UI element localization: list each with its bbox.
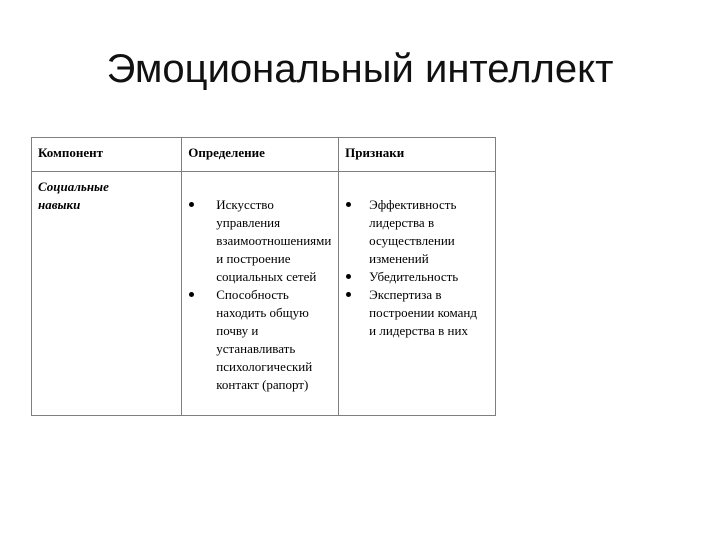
header-component: Компонент (32, 138, 182, 172)
sign-item-text: Убедительность (369, 269, 459, 284)
slide-title: Эмоциональный интеллект (106, 47, 614, 91)
signs-cell (339, 172, 496, 416)
definition-list (182, 172, 338, 394)
header-definition: Определение (182, 138, 339, 172)
definition-item-text: Способность находить общую почву и устанавливать психологический контакт (рапорт) (216, 287, 313, 392)
list-item (369, 268, 481, 286)
definition-item-text: Искусство управления взаимоотношениями и построение социальных сетей (216, 197, 332, 284)
bullet-icon (346, 202, 351, 207)
component-name: Социальные навыки (38, 179, 109, 212)
table-header-row (32, 138, 496, 172)
list-item (369, 286, 477, 340)
component-cell (32, 172, 182, 416)
bullet-icon (189, 202, 194, 207)
signs-list (339, 172, 495, 340)
bullet-icon (346, 274, 351, 279)
table-row (32, 172, 496, 416)
sign-item-text: Эффективность лидерства в осуществлении изменений (369, 197, 457, 266)
definition-cell (182, 172, 339, 416)
header-signs: Признаки (339, 138, 496, 172)
list-item (369, 196, 477, 268)
bullet-icon (346, 292, 351, 297)
list-item (216, 196, 332, 286)
bullet-icon (189, 292, 194, 297)
emotional-intelligence-table (31, 137, 496, 416)
sign-item-text: Экспертиза в построении команд и лидерства в них (369, 287, 477, 338)
list-item (216, 286, 332, 394)
